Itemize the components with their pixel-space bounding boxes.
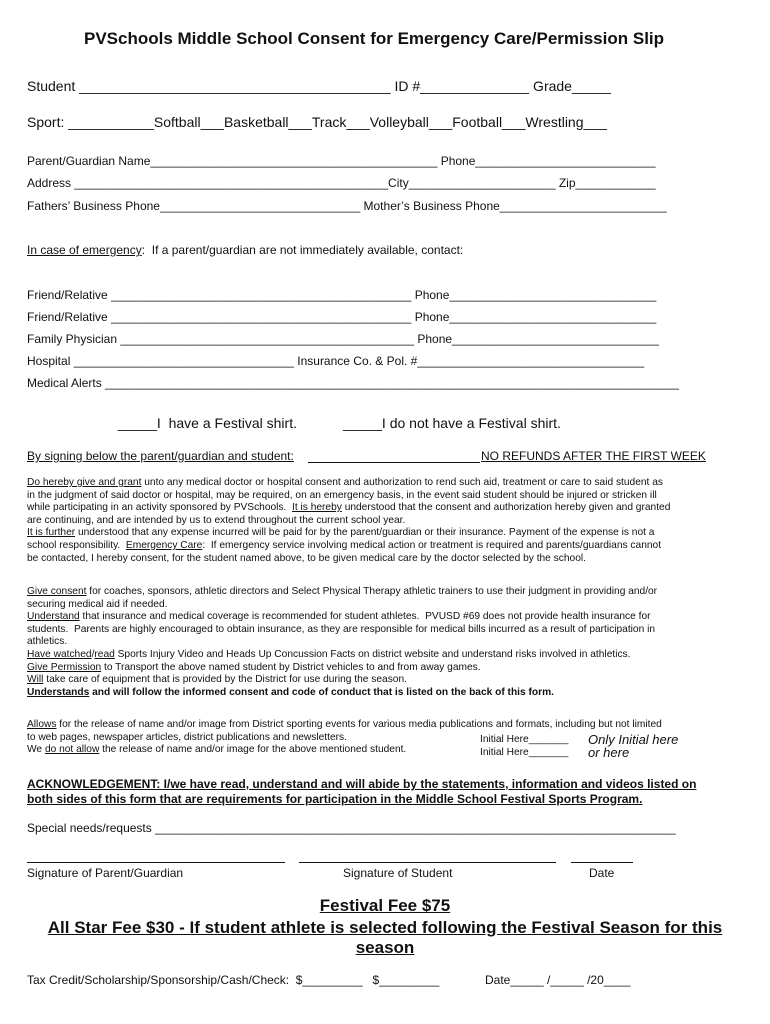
deny-initial-field[interactable]: Initial Here_______ — [480, 747, 569, 758]
business-phone-field[interactable]: Fathers’ Business Phone______________________________ Mother’s Business Phone_________________________ — [27, 199, 667, 213]
parent-signature-line[interactable] — [27, 862, 285, 863]
student-signature-line[interactable] — [299, 862, 556, 863]
consent-paragraph: Do hereby give and grant unto any medical doctor or hospital consent and authorization to rend such aid, treatment or care to said student as in the judgment of said doctor or hospital, may be required, on an emergency basis, in the event said student should be injured or stricken ill while participating in an activity sponsored by PVSchools. It is hereby understood that the consent and authorization hereby given and granted are continuing, and are intended by us to extend throughout the current school year. It is further understood that any expense incurred will be paid for by the parent/guardian or their insurance. Payment of the expense is not a school responsibility. Emergency Care: If emergency service involving medical action or treatment is required and parents/guardians cannot be contacted, I hereby consent, for the student named above, to be given medical care by the doctor selected by the school. — [27, 477, 671, 564]
date-label: Date — [589, 866, 615, 880]
allow-initial-field[interactable]: Initial Here_______ — [480, 734, 569, 745]
parent-field[interactable]: Parent/Guardian Name___________________________________________ Phone___________________________ — [27, 154, 656, 168]
deny-initial-note: or here — [588, 745, 630, 760]
no-shirt-option[interactable]: _____I do not have a Festival shirt. — [343, 415, 561, 431]
have-shirt-option[interactable]: _____I have a Festival shirt. — [118, 415, 297, 431]
no-refunds-notice: NO REFUNDS AFTER THE FIRST WEEK — [481, 449, 706, 463]
parent-signature-label: Signature of Parent/Guardian — [27, 866, 184, 880]
festival-fee: Festival Fee $75 — [319, 896, 451, 915]
medical-alerts-field[interactable]: Medical Alerts ______________________________________________________________________________________ — [27, 376, 679, 390]
hospital-field[interactable]: Hospital _________________________________ Insurance Co. & Pol. #__________________________________ — [27, 354, 645, 368]
friend-relative-2-field[interactable]: Friend/Relative _____________________________________________ Phone_______________________________ — [27, 310, 657, 324]
page-title: PVSchools Middle School Consent for Emergency Care/Permission Slip — [84, 29, 665, 48]
emergency-heading — [27, 243, 463, 257]
release-paragraph: Allows for the release of name and/or image from District sporting events for various media publications and formats, including but not limited to web pages, newspaper articles, district publications and newsletters. We do not allow the release of name and/or image for the above mentioned student. — [27, 719, 662, 756]
signing-statement: By signing below the parent/guardian and student: — [27, 449, 294, 463]
signing-underline — [308, 462, 480, 463]
permissions-paragraph: Give consent for coaches, sponsors, athletic directors and Select Physical Therapy athletic trainers to use their judgment in providing and/or securing medical aid if needed. Understand that insurance and medical coverage is recommended for student athletes. PVUSD #69 does not provide health insurance for students. Parents are highly encouraged to obtain insurance, as they are responsible for medical bills incurred as a result of participation in athletics. Have watched/read Sports Injury Video and Heads Up Concussion Facts on district website and understand risks involved in athletics. Give Permission to Transport the above named student by District vehicles to and from away games. Will take care of equipment that is provided by the District for use during the season. Understands and will follow the informed consent and code of conduct that is listed on the back of this form. — [27, 586, 658, 698]
date-signature-line[interactable] — [571, 862, 633, 863]
friend-relative-1-field[interactable]: Friend/Relative _____________________________________________ Phone_______________________________ — [27, 288, 657, 302]
family-physician-field[interactable]: Family Physician ____________________________________________ Phone_______________________________ — [27, 332, 659, 346]
address-field[interactable]: Address _______________________________________________City______________________ Zip____________ — [27, 176, 656, 190]
special-needs-field[interactable]: Special needs/requests ______________________________________________________________________________ — [27, 821, 676, 835]
payment-date-field[interactable]: Date_____ /_____ /20____ — [485, 973, 631, 987]
emergency-text: : If a parent/guardian are not immediately available, contact: — [141, 243, 464, 257]
all-star-fee-line1: All Star Fee $30 - If student athlete is selected following the Festival Season for this — [47, 918, 723, 937]
student-signature-label: Signature of Student — [343, 866, 453, 880]
all-star-fee-line2: season — [355, 938, 415, 957]
payment-field[interactable]: Tax Credit/Scholarship/Sponsorship/Cash/Check: $_________ $_________ — [27, 973, 440, 987]
allow-initial-note: Only Initial here — [588, 732, 679, 747]
student-field[interactable]: Student ________________________________________ ID #______________ Grade_____ — [27, 78, 611, 94]
emergency-label: In case of emergency — [27, 243, 142, 257]
acknowledgement: ACKNOWLEDGEMENT: I/we have read, understand and will abide by the statements, information and videos listed on both sides of this form that are requirements for participation in the Middle School Festival Sports Program. — [27, 777, 697, 806]
sport-field[interactable]: Sport: ___________Softball___Basketball___Track___Volleyball___Football___Wrestling___ — [27, 114, 607, 130]
